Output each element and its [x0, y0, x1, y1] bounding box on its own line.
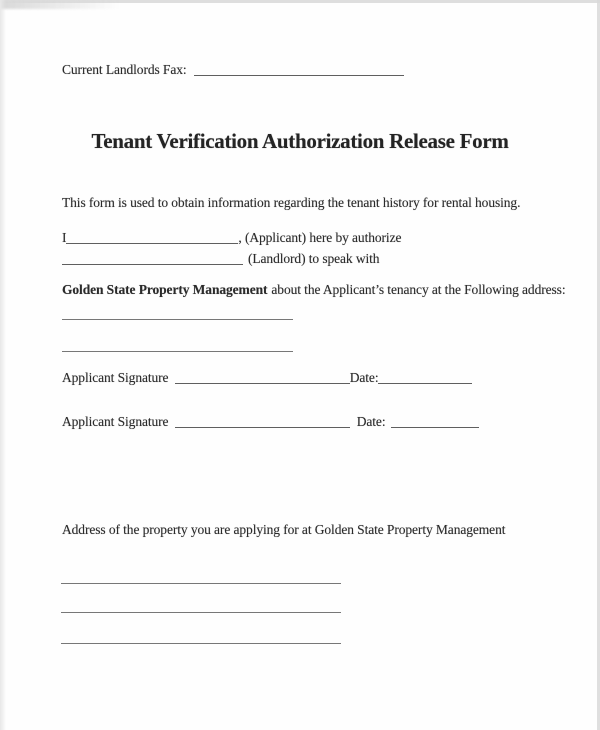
scan-artifact-left-edge [0, 0, 6, 730]
management-row [62, 282, 565, 298]
signature-fill-line [175, 425, 350, 428]
landlord-row [62, 251, 379, 267]
management-rest: about the Applicant’s tenancy at the Following address: [271, 282, 566, 297]
date-fill-line [391, 425, 479, 428]
scan-artifact-top-left [0, 0, 120, 9]
property-address-fill-line-3 [61, 643, 341, 644]
fax-row [62, 62, 404, 78]
intro-text: This form is used to obtain information regarding the tenant history for rental housing. [62, 195, 521, 210]
landlord-suffix: (Landlord) to speak with [248, 251, 380, 266]
form-title: Tenant Verification Authorization Release Form [91, 129, 509, 153]
landlord-name-fill-line [62, 262, 243, 265]
signature-row-2 [62, 414, 479, 430]
tenancy-address-fill-line-1 [62, 319, 293, 320]
applicant-name-fill-line [66, 241, 238, 244]
authorize-suffix: , (Applicant) here by authorize [238, 230, 402, 245]
signature-fill-line [175, 381, 350, 384]
date-fill-line [378, 381, 472, 384]
property-address-fill-line-2 [61, 612, 341, 613]
fax-label: Current Landlords Fax: [62, 62, 187, 77]
tenancy-address-fill-line-2 [62, 351, 293, 352]
signature-label: Applicant Signature [62, 370, 169, 385]
date-label: Date: [356, 414, 386, 429]
property-address-fill-line-1 [61, 583, 341, 584]
authorize-prefix: I [62, 230, 67, 245]
property-address-heading: Address of the property you are applying for at Golden State Property Management [62, 522, 506, 537]
signature-row-1 [62, 370, 472, 386]
date-label: Date: [349, 370, 379, 385]
fax-fill-line [194, 73, 404, 76]
management-name: Golden State Property Management [62, 282, 268, 297]
signature-label: Applicant Signature [62, 414, 169, 429]
applicant-authorize-row [62, 230, 401, 246]
